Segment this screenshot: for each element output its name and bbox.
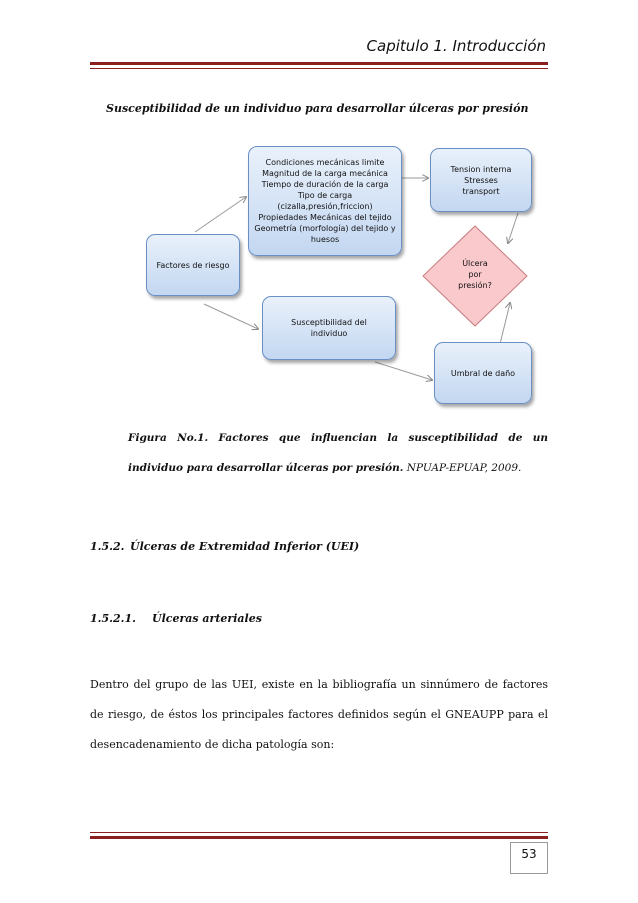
- diagram-title: Susceptibilidad de un individuo para desarrollar úlceras por presión: [106, 102, 529, 115]
- box-factores-de-riesgo: Factores de riesgo: [146, 234, 240, 296]
- arrow-umbral-to-ulcera: [500, 303, 510, 344]
- page-number: 53: [510, 842, 548, 874]
- arrow-tension-to-ulcera: [508, 213, 518, 243]
- arrow-factores-to-conditions: [195, 197, 246, 232]
- body-line-3: desencadenamiento de dicha patología son:: [90, 738, 335, 751]
- ulcera-diamond-label: Úlcera por presión?: [458, 259, 492, 290]
- body-line-1: Dentro del grupo de las UEI, existe en la bibliografía un sinnúmero de factores: [90, 678, 548, 691]
- section-heading-1-5-2: 1.5.2. Úlceras de Extremidad Inferior (UEI): [90, 540, 360, 553]
- body-line-2: de riesgo, de éstos los principales factores definidos según el GNEAUPP para el: [90, 708, 548, 721]
- figure-caption-line2: individuo para desarrollar úlceras por presión. NPUAP-EPUAP, 2009.: [128, 462, 522, 474]
- arrow-suscept-to-umbral: [375, 362, 432, 380]
- figure-caption-line1: Figura No.1. Factores que influencian la susceptibilidad de un: [128, 432, 548, 444]
- box-susceptibilidad: Susceptibilidad del individuo: [262, 296, 396, 360]
- running-header: Capitulo 1. Introducción: [366, 37, 546, 55]
- footer-rule-thick: [90, 836, 548, 839]
- footer-rule-thin: [90, 832, 548, 833]
- box-umbral-de-dano: Umbral de daño: [434, 342, 532, 404]
- arrow-factores-to-suscept: [204, 304, 258, 329]
- box-condiciones-mecanicas: Condiciones mecánicas limite Magnitud de la carga mecánica Tiempo de duración de la carga Tipo de carga (cizalla,presión,friccion) Propiedades Mecánicas del tejido Geometría (morfología) del tejido y huesos: [248, 146, 402, 256]
- section-heading-1-5-2-1: 1.5.2.1. Úlceras arteriales: [90, 612, 262, 625]
- box-tension-interna: Tension interna Stresses transport: [430, 148, 532, 212]
